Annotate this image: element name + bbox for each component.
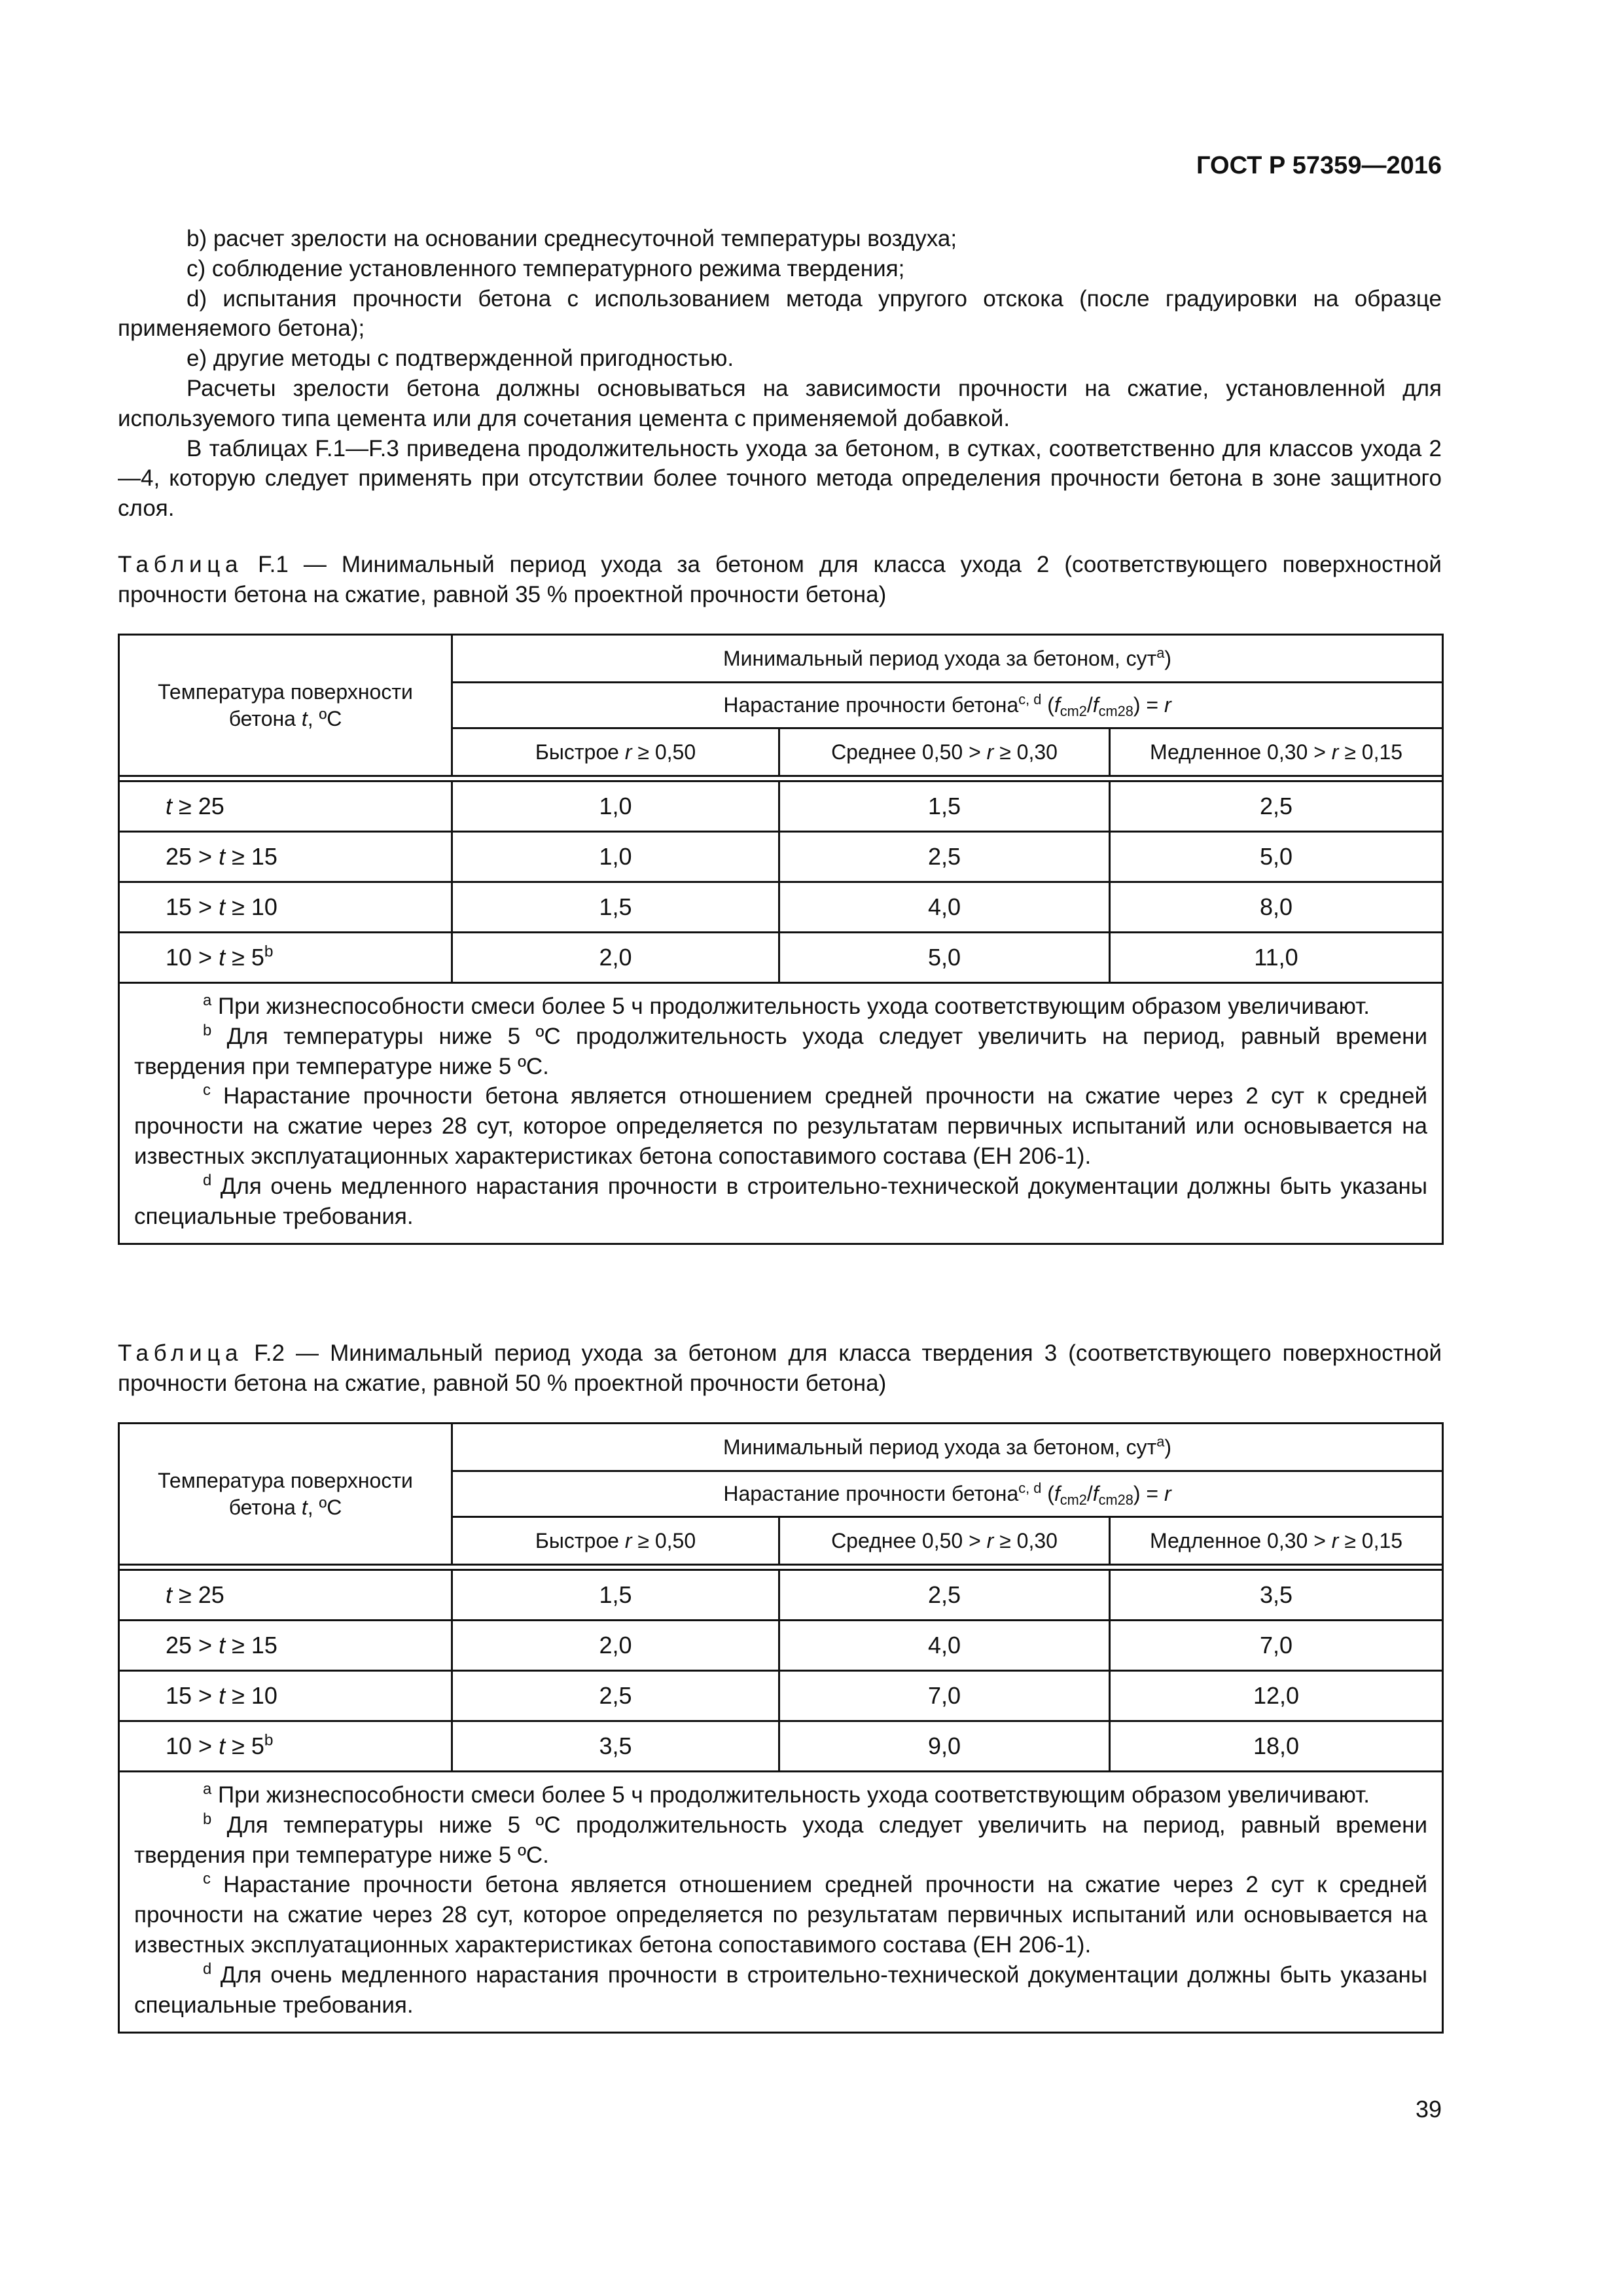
table-row	[119, 1721, 1443, 1772]
value-cell: 2,5	[1110, 781, 1443, 832]
value-cell: 1,0	[452, 781, 779, 832]
table-row	[119, 1570, 1443, 1621]
table-label: Таблица	[118, 552, 243, 577]
value-cell: 3,5	[452, 1721, 779, 1772]
column-header-slow: Медленное 0,30 > r ≥ 0,15	[1110, 728, 1443, 776]
temperature-range-cell: 15 > t ≥ 10	[119, 1671, 452, 1721]
value-cell: 1,5	[452, 1570, 779, 1621]
tables-reference-paragraph: В таблицах F.1—F.3 приведена продолжительность ухода за бетоном, в сутках, соответственно для классов ухода 2—4, которую следует применять при отсутствии более точного метода определения прочности бетона в зоне защитного слоя.	[118, 435, 1442, 522]
footnote-a: $^a$ При жизнеспособности смеси более 5 ч продолжительность ухода соответствующим образом увеличивают.	[203, 1780, 1370, 1808]
value-cell: 4,0	[779, 882, 1110, 933]
table-row	[119, 832, 1443, 882]
value-cell: 18,0	[1110, 1721, 1443, 1772]
temperature-range-cell: t ≥ 25	[119, 781, 452, 832]
value-cell: 3,5	[1110, 1570, 1443, 1621]
table-f2	[118, 1422, 1444, 2034]
value-cell: 5,0	[779, 933, 1110, 983]
value-cell: 2,5	[779, 832, 1110, 882]
table-f1	[118, 634, 1444, 1245]
list-item-e: e) другие методы с подтвержденной пригодностью.	[187, 346, 734, 372]
temperature-range-cell: 15 > t ≥ 10	[119, 882, 452, 933]
table-row	[119, 933, 1443, 983]
value-cell: 1,5	[779, 781, 1110, 832]
temperature-range-cell: 25 > t ≥ 15	[119, 832, 452, 882]
value-cell: 7,0	[779, 1671, 1110, 1721]
table-footnotes	[119, 1772, 1443, 2033]
table-caption-text: F.2 — Минимальный период ухода за бетоном для класса твердения 3 (соответствующего поверхностной прочности бетона на сжатие, равной 50 % проектной прочности бетона)	[118, 1340, 1442, 1396]
strength-growth-header: Нарастание прочности бетона$^{c, d}$ $(f_{cm2}/f_{cm28}) = r$	[452, 1471, 1443, 1517]
value-cell: 7,0	[1110, 1621, 1443, 1671]
temperature-header-line1: Температура поверхности	[158, 1468, 413, 1492]
value-cell: 5,0	[1110, 832, 1443, 882]
column-header-medium: Среднее 0,50 > r ≥ 0,30	[779, 728, 1110, 776]
temperature-header: Температура поверхности бетона t, ºС	[119, 1424, 452, 1565]
value-cell: 2,5	[779, 1570, 1110, 1621]
temperature-range-cell: $10 > t \ge 5^b$	[119, 1721, 452, 1772]
standard-header: ГОСТ Р 57359—2016	[1196, 152, 1442, 179]
strength-growth-header: Нарастание прочности бетона$^{c, d}$ $(f_{cm2}/f_{cm28}) = r$	[452, 683, 1443, 728]
min-period-header: Минимальный период ухода за бетоном, сут$^a$)	[452, 635, 1443, 683]
column-header-medium: Среднее 0,50 > r ≥ 0,30	[779, 1517, 1110, 1565]
value-cell: 2,5	[452, 1671, 779, 1721]
footnote-b: $^b$ Для температуры ниже 5 ºС продолжительность ухода следует увеличить на период, равный времени твердения при температуре ниже 5 ºС.	[134, 1021, 1427, 1079]
column-header-slow: Медленное 0,30 > r ≥ 0,15	[1110, 1517, 1443, 1565]
footnote-d: $^d$ Для очень медленного нарастания прочности в строительно-технической документации должны быть указаны специальные требования.	[134, 1171, 1427, 1229]
list-item-d: d) испытания прочности бетона с использованием метода упругого отскока (после градуировки на образце применяемого бетона);	[118, 285, 1442, 342]
min-period-header: Минимальный период ухода за бетоном, сут$^a$)	[452, 1424, 1443, 1471]
intro-text	[118, 224, 1442, 524]
value-cell: 8,0	[1110, 882, 1443, 933]
footnote-d: $^d$ Для очень медленного нарастания прочности в строительно-технической документации должны быть указаны специальные требования.	[134, 1960, 1427, 2018]
value-cell: 9,0	[779, 1721, 1110, 1772]
value-cell: 12,0	[1110, 1671, 1443, 1721]
table-row	[119, 882, 1443, 933]
table-f1-caption	[118, 550, 1442, 610]
footnote-c: $^c$ Нарастание прочности бетона является отношением средней прочности на сжатие через 2 сут к средней прочности на сжатие через 28 сут, которое определяется по результатам первичных испытаний или основывается на известных эксплуатационных характеристиках бетона сопоставимого состава (ЕН 206-1).	[134, 1081, 1427, 1169]
footnote-a: $^a$ При жизнеспособности смеси более 5 ч продолжительность ухода соответствующим образом увеличивают.	[203, 991, 1370, 1019]
value-cell: 2,0	[452, 1621, 779, 1671]
table-row	[119, 1671, 1443, 1721]
list-item-c: c) соблюдение установленного температурного режима твердения;	[187, 255, 905, 281]
column-header-fast: Быстрое r ≥ 0,50	[452, 728, 779, 776]
table-f2-caption	[118, 1338, 1442, 1399]
table-caption-text: F.1 — Минимальный период ухода за бетоном для класса ухода 2 (соответствующего поверхностной прочности бетона на сжатие, равной 35 % проектной прочности бетона)	[118, 552, 1442, 607]
table-label: Таблица	[118, 1340, 243, 1366]
value-cell: 2,0	[452, 933, 779, 983]
table-footnotes	[119, 983, 1443, 1244]
maturity-paragraph: Расчеты зрелости бетона должны основываться на зависимости прочности на сжатие, установленной для используемого типа цемента или для сочетания цемента с применяемой добавкой.	[118, 375, 1442, 431]
temperature-range-cell: $10 > t \ge 5^b$	[119, 933, 452, 983]
list-item-b: b) расчет зрелости на основании среднесуточной температуры воздуха;	[187, 226, 957, 251]
column-header-fast: Быстрое r ≥ 0,50	[452, 1517, 779, 1565]
temperature-range-cell: t ≥ 25	[119, 1570, 452, 1621]
table-row	[119, 781, 1443, 832]
table-row	[119, 1621, 1443, 1671]
value-cell: 11,0	[1110, 933, 1443, 983]
footnote-c: $^c$ Нарастание прочности бетона является отношением средней прочности на сжатие через 2 сут к средней прочности на сжатие через 28 сут, которое определяется по результатам первичных испытаний или основывается на известных эксплуатационных характеристиках бетона сопоставимого состава (ЕН 206-1).	[134, 1870, 1427, 1958]
value-cell: 4,0	[779, 1621, 1110, 1671]
footnote-b: $^b$ Для температуры ниже 5 ºС продолжительность ухода следует увеличить на период, равный времени твердения при температуре ниже 5 ºС.	[134, 1810, 1427, 1868]
value-cell: 1,0	[452, 832, 779, 882]
temperature-header: Температура поверхности бетона t, ºС	[119, 635, 452, 776]
value-cell: 1,5	[452, 882, 779, 933]
page-number: 39	[1415, 2096, 1442, 2123]
temperature-header-line1: Температура поверхности	[158, 679, 413, 704]
temperature-range-cell: 25 > t ≥ 15	[119, 1621, 452, 1671]
